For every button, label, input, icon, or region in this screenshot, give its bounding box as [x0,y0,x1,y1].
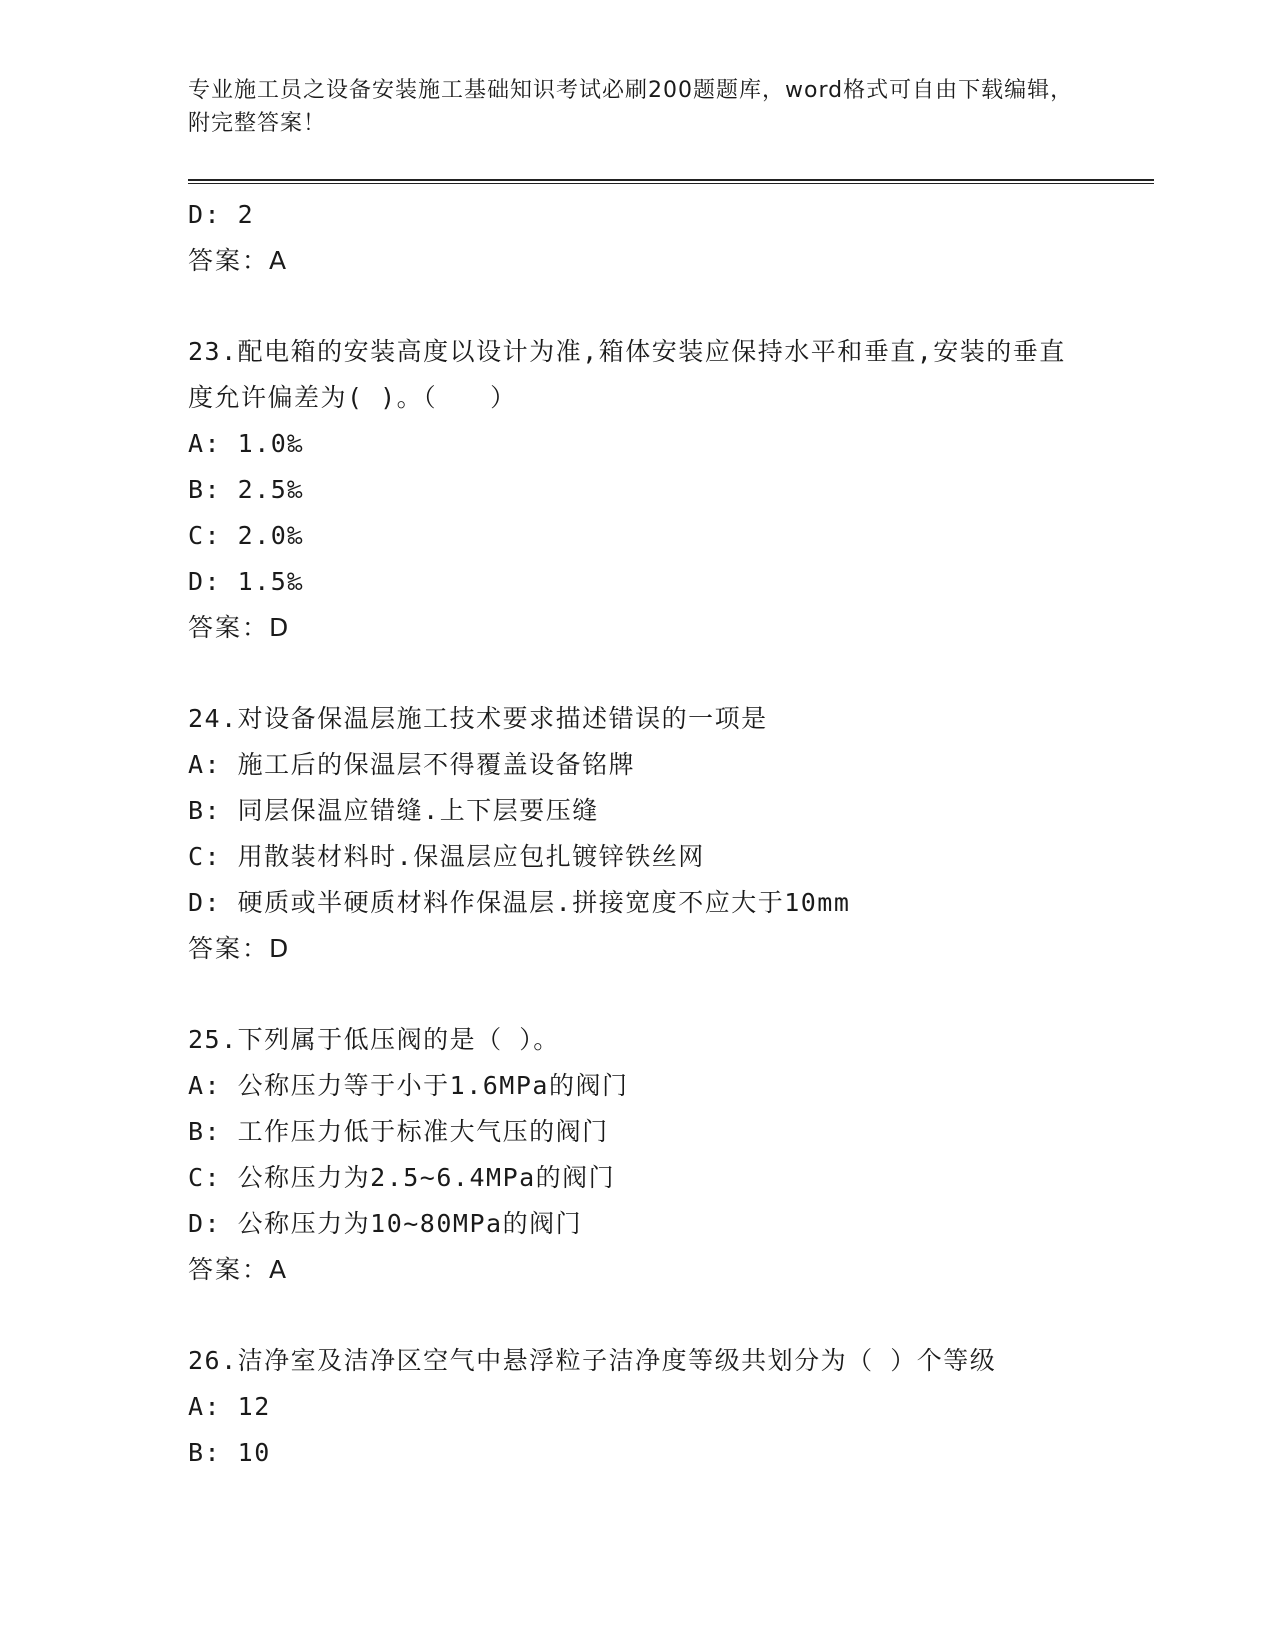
answer-label: 答案： [188,246,270,275]
answer-value: A [269,246,287,275]
answer-value: A [269,1255,287,1284]
answer-label: 答案： [188,1255,270,1284]
question-block [188,1338,1148,1476]
header-title: 专业施工员之设备安装施工基础知识考试必刷200题题库，word格式可自由下载编辑，附完整答案！ [188,78,1074,136]
answer-line [188,1247,1148,1293]
answer-line [188,238,1148,284]
option-b: B: 2.5‰ [188,475,304,504]
question-stem: 23.配电箱的安装高度以设计为准,箱体安装应保持水平和垂直,安装的垂直度允许偏差为( )。（ ） [188,337,1066,412]
option-c: C: 2.0‰ [188,521,304,550]
answer-line [188,926,1148,972]
option-a: A: 施工后的保温层不得覆盖设备铭牌 [188,750,636,779]
option-c: C: 公称压力为2.5~6.4MPa的阀门 [188,1163,616,1192]
answer-value: D [269,934,289,963]
question-stem: 24.对设备保温层施工技术要求描述错误的一项是 [188,704,768,733]
question-stem: 26.洁净室及洁净区空气中悬浮粒子洁净度等级共划分为（ ）个等级 [188,1346,997,1375]
answer-line [188,605,1148,651]
question-block [188,329,1148,651]
page-header [188,74,1088,140]
option-d: D: 1.5‰ [188,567,304,596]
option-c: C: 用散装材料时.保温层应包扎镀锌铁丝网 [188,842,705,871]
answer-value: D [269,613,289,642]
question-stem: 25.下列属于低压阀的是（ ）。 [188,1025,560,1054]
answer-label: 答案： [188,934,270,963]
option-d: D: 公称压力为10~80MPa的阀门 [188,1209,583,1238]
option-a: A: 1.0‰ [188,429,304,458]
option-a: A: 公称压力等于小于1.6MPa的阀门 [188,1071,629,1100]
option-d: D: 2 [188,200,255,229]
question-block [188,1017,1148,1293]
answer-label: 答案： [188,613,270,642]
option-d: D: 硬质或半硬质材料作保温层.拼接宽度不应大于10mm [188,888,851,917]
option-a: A: 12 [188,1392,271,1421]
question-list [188,192,1148,1476]
header-divider [188,179,1154,184]
question-block [188,696,1148,972]
option-b: B: 10 [188,1438,271,1467]
option-b: B: 工作压力低于标准大气压的阀门 [188,1117,609,1146]
option-b: B: 同层保温应错缝.上下层要压缝 [188,796,599,825]
